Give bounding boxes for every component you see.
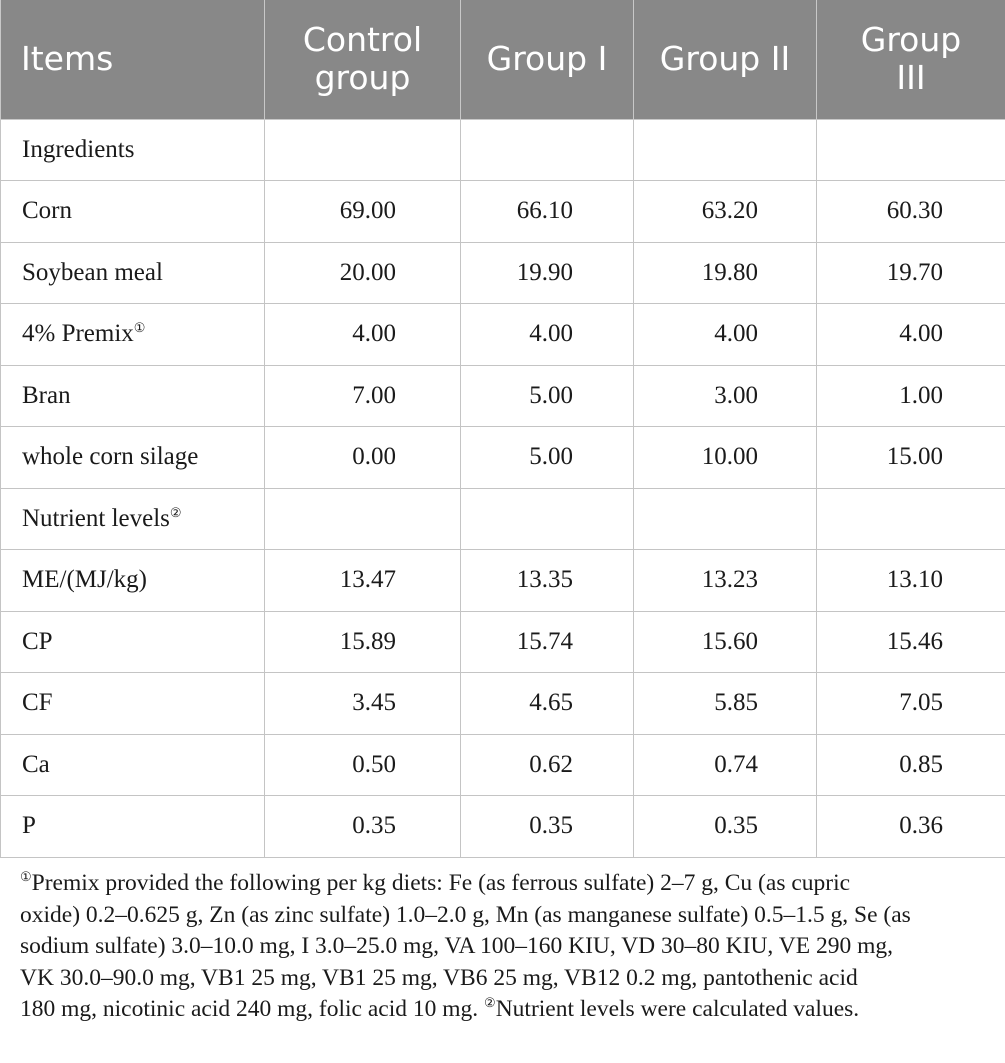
footnote-line-3: sodium sulfate) 3.0–10.0 mg, I 3.0–25.0 mg, VA 100–160 KIU, VD 30–80 KIU, VE 290 mg,: [20, 933, 893, 959]
row-label: whole corn silage: [22, 443, 199, 471]
row-label-cell: [1, 673, 265, 735]
value-cell: 4.00: [634, 304, 817, 366]
row-label: Ingredients: [22, 135, 135, 163]
value-cell: 4.00: [265, 304, 461, 366]
table-row: [1, 673, 1005, 735]
footnote-line-1-text: Premix provided the following per kg diets: Fe (as ferrous sulfate) 2–7 g, Cu (as cupric: [31, 870, 851, 896]
footnote-line-2: oxide) 0.2–0.625 g, Zn (as zinc sulfate) 1.0–2.0 g, Mn (as manganese sulfate) 0.5–1.5 g, Se (as: [20, 901, 911, 928]
row-label-cell: [1, 796, 265, 858]
value-cell: 4.65: [461, 673, 634, 735]
header-group-iii-line1: Group: [860, 20, 962, 60]
value-cell: 10.00: [634, 427, 817, 489]
header-group-i-text: Group I: [486, 39, 608, 79]
row-label: Soybean meal: [22, 258, 163, 286]
header-control-line2: group: [314, 58, 411, 98]
value-cell: 0.85: [817, 734, 1005, 796]
header-group-ii: [634, 0, 817, 119]
row-label: ME/(MJ/kg): [22, 566, 147, 594]
row-label-cell: [1, 427, 265, 489]
header-group-iii-line2: III: [896, 58, 926, 98]
row-label-cell: [1, 181, 265, 243]
value-cell: 0.62: [461, 734, 634, 796]
row-label-cell: [1, 365, 265, 427]
header-items: [1, 0, 265, 119]
table-footnote: [20, 868, 995, 1026]
footnote-tail: Nutrient levels were calculated values.: [495, 996, 860, 1022]
table-header: [1, 0, 1005, 119]
value-cell: 0.00: [265, 427, 461, 489]
header-group-i: [461, 0, 634, 119]
row-label-cell: [1, 550, 265, 612]
row-footnote-mark: ②: [169, 504, 182, 520]
value-cell: 19.80: [634, 242, 817, 304]
row-label-cell: [1, 304, 265, 366]
footnote-line-5-text: 180 mg, nicotinic acid 240 mg, folic acid 10 mg.: [20, 996, 485, 1022]
value-cell: 0.74: [634, 734, 817, 796]
footnote-mark-1: ①: [20, 869, 32, 884]
header-group-ii-text: Group II: [659, 39, 791, 79]
row-label-cell: [1, 611, 265, 673]
header-control-group: [265, 0, 461, 119]
value-cell: 0.35: [634, 796, 817, 858]
table-row: [1, 796, 1005, 858]
table-row: [1, 119, 1005, 181]
value-cell: 66.10: [461, 181, 634, 243]
value-cell: 13.47: [265, 550, 461, 612]
value-cell: 13.35: [461, 550, 634, 612]
row-label: 4% Premix: [22, 320, 134, 348]
row-label: Bran: [22, 381, 71, 409]
value-cell: 7.05: [817, 673, 1005, 735]
header-row: [1, 0, 1005, 119]
row-label-cell: [1, 242, 265, 304]
value-cell: 19.70: [817, 242, 1005, 304]
table-row: [1, 611, 1005, 673]
value-cell: 20.00: [265, 242, 461, 304]
row-label: Corn: [22, 197, 72, 225]
footnote-line-1: [20, 868, 995, 900]
row-label: Nutrient levels: [22, 504, 170, 532]
value-cell: 5.00: [461, 427, 634, 489]
value-cell: 5.00: [461, 365, 634, 427]
value-cell: [461, 488, 634, 550]
row-label-cell: [1, 488, 265, 550]
footnote-mark-2: ②: [484, 995, 496, 1010]
table-row: [1, 304, 1005, 366]
value-cell: 0.35: [461, 796, 634, 858]
value-cell: 3.45: [265, 673, 461, 735]
value-cell: 4.00: [817, 304, 1005, 366]
table-row: [1, 365, 1005, 427]
row-label: Ca: [22, 750, 50, 778]
row-label: P: [22, 812, 36, 840]
footnote-line-4: VK 30.0–90.0 mg, VB1 25 mg, VB1 25 mg, VB6 25 mg, VB12 0.2 mg, pantothenic acid: [20, 964, 858, 991]
value-cell: 7.00: [265, 365, 461, 427]
table-row: [1, 488, 1005, 550]
value-cell: 5.85: [634, 673, 817, 735]
value-cell: 15.46: [817, 611, 1005, 673]
row-label: CF: [22, 689, 53, 717]
value-cell: 0.36: [817, 796, 1005, 858]
value-cell: 15.74: [461, 611, 634, 673]
header-items-text: Items: [21, 39, 114, 79]
table-body: [1, 119, 1005, 857]
header-group-iii: [817, 0, 1005, 119]
value-cell: [265, 488, 461, 550]
value-cell: [634, 488, 817, 550]
table-row: [1, 550, 1005, 612]
row-label-cell: [1, 734, 265, 796]
row-footnote-mark: ①: [133, 320, 146, 336]
value-cell: [265, 119, 461, 181]
value-cell: 13.10: [817, 550, 1005, 612]
value-cell: 69.00: [265, 181, 461, 243]
table-row: [1, 242, 1005, 304]
value-cell: 0.35: [265, 796, 461, 858]
footnote-line-5: [20, 994, 995, 1026]
value-cell: 15.60: [634, 611, 817, 673]
value-cell: [461, 119, 634, 181]
row-label-cell: [1, 119, 265, 181]
table-row: [1, 427, 1005, 489]
value-cell: 63.20: [634, 181, 817, 243]
row-label: CP: [22, 627, 53, 655]
value-cell: 15.89: [265, 611, 461, 673]
value-cell: [817, 488, 1005, 550]
value-cell: [817, 119, 1005, 181]
value-cell: 4.00: [461, 304, 634, 366]
value-cell: 15.00: [817, 427, 1005, 489]
value-cell: [634, 119, 817, 181]
table-row: [1, 734, 1005, 796]
value-cell: 0.50: [265, 734, 461, 796]
value-cell: 60.30: [817, 181, 1005, 243]
value-cell: 3.00: [634, 365, 817, 427]
header-control-line1: Control: [302, 20, 423, 60]
value-cell: 19.90: [461, 242, 634, 304]
value-cell: 1.00: [817, 365, 1005, 427]
table-row: [1, 181, 1005, 243]
value-cell: 13.23: [634, 550, 817, 612]
